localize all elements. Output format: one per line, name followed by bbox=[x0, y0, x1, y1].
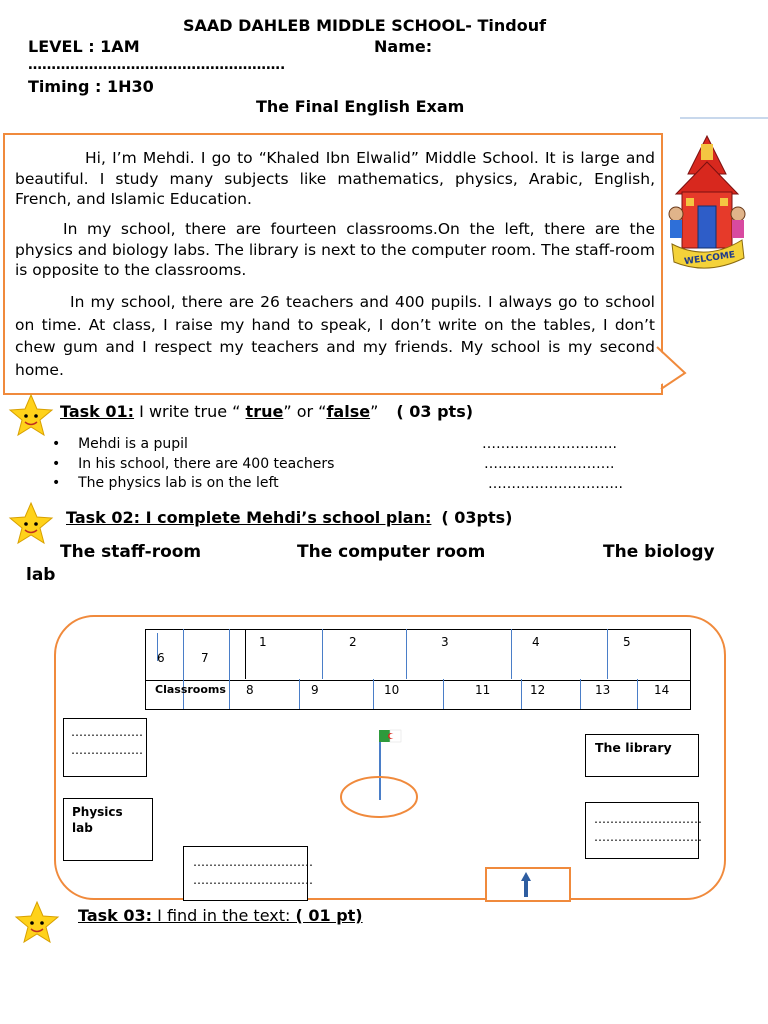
answer-blank[interactable]: ……………………….. bbox=[488, 476, 623, 492]
blank-room-box[interactable]: ………………………… ………………………… bbox=[183, 846, 308, 901]
level-label: LEVEL : 1AM bbox=[28, 37, 140, 56]
task1-item: • In his school, there are 400 teachers bbox=[52, 456, 335, 472]
task2-label: Task 02: I complete Mehdi’s school plan: bbox=[66, 508, 432, 527]
classroom-number: 7 bbox=[201, 651, 209, 665]
reading-passage bbox=[3, 133, 663, 395]
task3-label: Task 03: bbox=[78, 906, 153, 925]
task1-word-true: true bbox=[245, 402, 284, 421]
classroom-number: 11 bbox=[475, 683, 491, 697]
passage-paragraph-1: Hi, I’m Mehdi. I go to “Khaled Ibn Elwalid” Middle School. It is large and beautiful. I study many subjects like mathematics, physics, Arabic, English, French, and Islamic Education. bbox=[15, 149, 655, 208]
word-bank-item: The computer room bbox=[297, 542, 486, 562]
answer-blank[interactable]: ………………………. bbox=[484, 456, 615, 472]
task3-points: ( 01 pt) bbox=[295, 906, 363, 925]
task1-word-false: false bbox=[326, 402, 371, 421]
classroom-number: 9 bbox=[311, 683, 319, 697]
task1-item: • The physics lab is on the left bbox=[52, 475, 279, 491]
classroom-number: 8 bbox=[246, 683, 254, 697]
task1-text-a: I write true “ bbox=[134, 402, 246, 421]
classroom-number: 10 bbox=[384, 683, 400, 697]
task1-item: • Mehdi is a pupil bbox=[52, 436, 188, 452]
task2-points: ( 03pts) bbox=[441, 508, 513, 527]
star-icon bbox=[8, 500, 54, 546]
school-title: SAAD DAHLEB MIDDLE SCHOOL- Tindouf bbox=[183, 16, 547, 35]
name-dots: ………………………………………………. bbox=[28, 57, 286, 73]
task1-text-c: ” bbox=[370, 402, 379, 421]
task1-text-b: ” or “ bbox=[283, 402, 327, 421]
classroom-number: 4 bbox=[532, 635, 540, 649]
classroom-number: 1 bbox=[259, 635, 267, 649]
classroom-number: 12 bbox=[530, 683, 546, 697]
exam-title: The Final English Exam bbox=[256, 97, 465, 116]
task1-points: ( 03 pts) bbox=[396, 402, 474, 421]
header-rule bbox=[680, 117, 768, 119]
word-bank-item: The staff-room bbox=[60, 542, 202, 562]
star-icon bbox=[8, 392, 54, 438]
classroom-number: 5 bbox=[623, 635, 631, 649]
task3-text: I find in the text: bbox=[152, 906, 296, 925]
task1-heading bbox=[60, 402, 473, 421]
physics-lab-box: Physics lab bbox=[63, 798, 153, 861]
library-box: The library bbox=[585, 734, 699, 777]
name-label: Name: bbox=[374, 37, 433, 56]
task2-heading bbox=[66, 508, 512, 527]
task3-heading bbox=[78, 906, 363, 925]
classroom-number: 13 bbox=[595, 683, 611, 697]
classroom-number: 2 bbox=[349, 635, 357, 649]
answer-blank[interactable]: ……………………….. bbox=[482, 436, 617, 452]
word-bank-item: The biology bbox=[603, 542, 715, 562]
word-bank-item-wrap: lab bbox=[26, 565, 56, 585]
classrooms-top-row bbox=[145, 629, 691, 681]
blank-room-box[interactable]: ……………………… ……………………… bbox=[585, 802, 699, 859]
arrow-up-icon bbox=[519, 871, 533, 899]
classroom-number: 3 bbox=[441, 635, 449, 649]
welcome-sign-text: WELCOME bbox=[683, 250, 736, 268]
classroom-number: 6 bbox=[157, 651, 165, 665]
blank-room-box[interactable]: ……………… ……………… bbox=[63, 718, 147, 777]
task1-label: Task 01: bbox=[60, 402, 135, 421]
school-welcome-icon bbox=[668, 134, 746, 274]
timing-label: Timing : 1H30 bbox=[28, 77, 154, 96]
passage-paragraph-3: In my school, there are 26 teachers and 400 pupils. I always go to school on time. At class, I raise my hand to speak, I don’t write on the tables, I don’t chew gum and I respect my teachers and my friends. My school is my second home. bbox=[15, 293, 655, 379]
passage-paragraph-2: In my school, there are fourteen classrooms.On the left, there are the physics and biology labs. The library is next to the computer room. The staff-room is opposite to the classrooms. bbox=[15, 220, 655, 279]
classrooms-label: Classrooms bbox=[155, 683, 226, 696]
speech-bubble-tail bbox=[655, 345, 695, 395]
classroom-number: 14 bbox=[654, 683, 670, 697]
star-icon bbox=[14, 899, 60, 945]
flag-courtyard bbox=[338, 726, 422, 822]
